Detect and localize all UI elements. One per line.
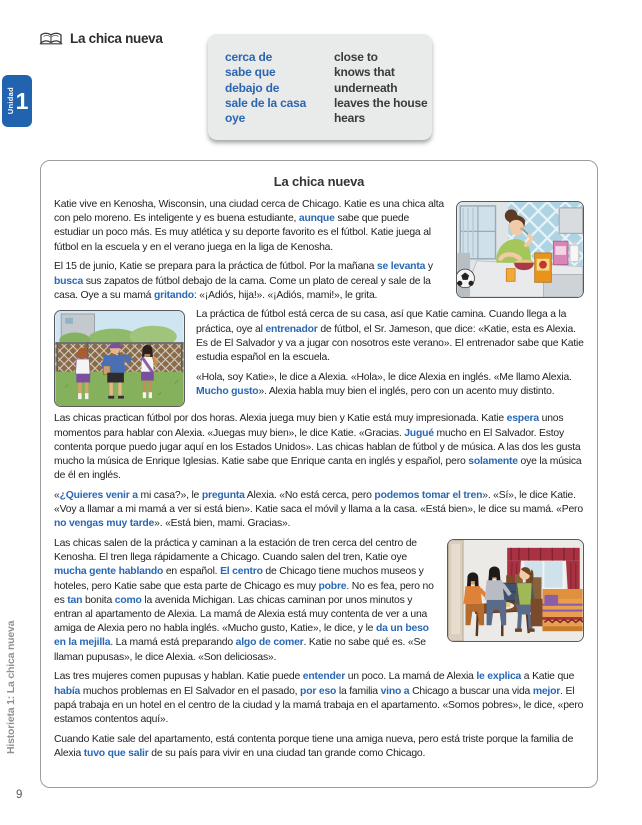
vocab-keyword: Jugué: [404, 427, 434, 439]
vocab-term-en: leaves the house: [334, 95, 428, 110]
vocab-term-es: oye: [225, 111, 246, 126]
vocab-term-en: knows that: [334, 65, 395, 80]
story-paragraph: Las tres mujeres comen pupusas y hablan. Katie puede entender un poco. La mamá de Alexia le explica a Katie que había muchos problemas en El Salvador en el pasado, por eso la familia vino a Chicago a buscar una vida mejor. El papá trabaja en un hotel en el centro de la ciudad y la mamá trabaja en el apartamento. «Somos pobres», le dice, «pero estamos contentos aquí».: [54, 671, 584, 725]
story-paragraph: Las chicas practican fútbol por dos horas. Alexia juega muy bien y Katie está muy impresionada. Katie espera unos momentos para hablar con Alexia. «Juegas muy bien», le dice Katie. «Gracias. Jugué mucho en El Salvador. Estoy contenta porque puedo jugar aquí en los Estados Unidos». Las chicas hablan de fútbol y de música. A las dos les gusta mucho la música de Enrique Iglesias. Katie sabe que Enrique canta en inglés y español, pero solamente oye la música de él en inglés.: [54, 413, 582, 482]
open-book-icon: [39, 31, 63, 46]
story-paragraph: «Hola, soy Katie», le dice a Alexia. «Hola», le dice Alexia en inglés. «Me llamo Alexia. Mucho gusto». Alexia habla muy bien el inglés, pero con un acento muy distinto.: [196, 371, 572, 397]
vocab-keyword: no vengas muy tarde: [54, 518, 155, 530]
vocab-term-en: underneath: [334, 80, 398, 95]
vocab-keyword: espera: [506, 413, 539, 425]
vocab-keyword: aunque: [298, 213, 335, 225]
vocab-term-es: cerca de: [225, 50, 273, 64]
vocab-keyword: tan: [67, 594, 83, 606]
vocab-keyword: entender: [302, 671, 346, 683]
vocab-keyword: por eso: [300, 685, 337, 697]
vocab-row: [225, 81, 432, 96]
chapter-side-label: Historieta 1: La chica nueva: [5, 620, 17, 754]
vocab-keyword: El centro: [220, 566, 263, 578]
story-paragraph: «¿Quieres venir a mi casa?», le pregunta Alexia. «No está cerca, pero podemos tomar el tren». «Sí», le dice Katie. «Voy a llamar a mi mamá a ver si está bien». Katie saca el móvil y llama a la casa. «Está bien», le dice su mamá. «Pero no vengas muy tarde». «Está bien, mami. Gracias».: [54, 489, 583, 530]
vocab-keyword: busca: [54, 275, 84, 287]
unit-tab: [2, 75, 32, 127]
story-paragraph: Cuando Katie sale del apartamento, está contenta porque tiene una amiga nueva, pero está triste porque la familia de Alexia tuvo que salir de su país para vivir en una ciudad tan grande como Chicago.: [54, 733, 574, 759]
unit-tab-label: Unidad: [5, 87, 15, 115]
section-title: La chica nueva: [70, 31, 163, 46]
vocab-row: [225, 96, 432, 111]
vocab-term-es: sale de la casa: [225, 95, 307, 110]
illustration-soccer-practice: [54, 310, 185, 407]
story-paragraph: Katie vive en Kenosha, Wisconsin, una ciudad cerca de Chicago. Katie es una chica alta con pelo moreno. Es inteligente y es buena estudiante, aunque sabe que puede estudiar un poco más. Es muy atlética y su deporte favorito es el fútbol. Katie juega al fútbol en la escuela y en el verano juega en la liga de Kenosha.: [54, 199, 445, 253]
vocab-keyword: había: [54, 685, 81, 697]
story-box: [40, 160, 598, 788]
vocab-keyword: ¿Quieres venir a: [59, 489, 138, 501]
vocab-keyword: le explica: [476, 671, 522, 683]
vocab-keyword: pobre: [318, 580, 347, 592]
vocab-keyword: mejor: [532, 685, 561, 697]
vocab-keyword: pregunta: [201, 489, 245, 501]
vocab-keyword: como: [114, 594, 142, 606]
vocab-term-en: close to: [334, 50, 378, 64]
vocab-row: [225, 50, 432, 65]
vocab-keyword: podemos tomar el tren: [374, 489, 483, 501]
page-number: 9: [16, 789, 23, 801]
vocab-keyword: gritando: [153, 289, 194, 301]
story-paragraph: El 15 de junio, Katie se prepara para la práctica de fútbol. Por la mañana se levanta y busca sus zapatos de fútbol debajo de la cama. Come un plato de cereal y sale de la casa. Oye a su mamá gritando: «¡Adiós, hija!». «¡Adiós, mami!», le grita.: [54, 261, 433, 301]
vocab-keyword: entrenador: [265, 323, 318, 335]
vocab-row: [225, 111, 432, 126]
vocab-term-es: debajo de: [225, 80, 280, 95]
illustration-apartment-meal: [447, 539, 584, 642]
unit-tab-number: 1: [15, 87, 29, 114]
vocab-keyword: algo de comer: [235, 637, 304, 649]
vocab-box: [208, 34, 432, 140]
vocab-keyword: tuvo que salir: [83, 747, 149, 759]
story-title: La chica nueva: [273, 174, 365, 189]
vocab-keyword: solamente: [468, 456, 518, 468]
section-header: [39, 31, 163, 46]
vocab-keyword: Mucho gusto: [196, 385, 259, 397]
vocab-keyword: mucha gente hablando: [54, 566, 164, 578]
vocab-row: [225, 65, 432, 80]
illustration-kitchen-breakfast: [456, 201, 584, 298]
vocab-term-es: sabe que: [225, 65, 276, 80]
vocab-keyword: se levanta: [376, 261, 426, 273]
vocab-term-en: hears: [334, 111, 366, 126]
vocab-keyword: vino a: [380, 685, 410, 697]
vocab-keyword: da un beso en la mejilla: [54, 623, 429, 649]
story-paragraph: La práctica de fútbol está cerca de su casa, así que Katie camina. Cuando llega a la práctica, oye al entrenador de fútbol, el Sr. Jameson, que dice: «Katie, esta es Alexia. Es de El Salvador y va a jugar con nosotros este verano». El entrenador sabe que Katie estudia español en la escuela.: [196, 309, 584, 364]
story-paragraph: Las chicas salen de la práctica y caminan a la estación de tren cerca del centro de Kenosha. El tren llega rápidamente a Chicago. Cuando salen del tren, Katie oye mucha gente hablando en español. El centro de Chicago tiene muchos museos y hoteles, pero Katie sabe que esta parte de Chicago es muy pobre. No es fea, pero no es tan bonita como la avenida Michigan. Las chicas caminan por unos minutos y entran al apartamento de Alexia. La mamá de Alexia está muy contenta de ver a una amiga de Alexia pero no habla inglés. «Mucho gusto, Katie», le dice, y le da un beso en la mejilla. La mamá está preparando algo de comer. Katie no sabe qué es. «Se llaman pupusas», le dice Alexia. «Son deliciosas».: [54, 538, 434, 663]
